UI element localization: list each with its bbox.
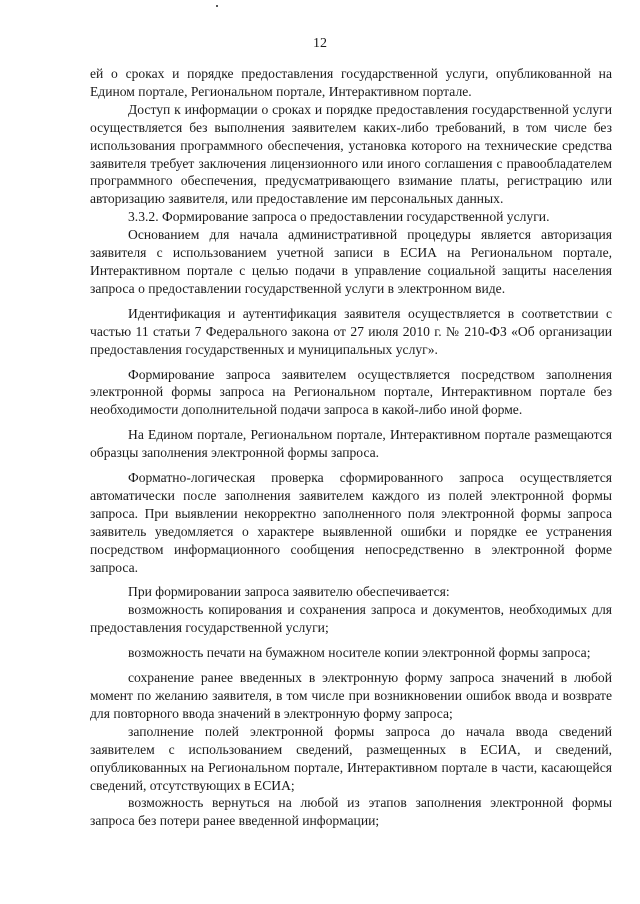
body-text xyxy=(90,65,612,830)
paragraph: ей о сроках и порядке предоставления государственной услуги, опубликованной на Едином портале, Региональном портале, Интерактивном портале. xyxy=(90,66,612,99)
section-heading: 3.3.2. Формирование запроса о предоставлении государственной услуги. xyxy=(128,209,550,225)
list-item: возможность вернуться на любой из этапов заполнения электронной формы запроса без потери ранее введенной информации; xyxy=(90,795,612,829)
page-number: 12 xyxy=(313,36,327,51)
scan-speck xyxy=(216,5,218,7)
paragraph: Форматно-логическая проверка сформированного запроса осуществляется автоматически после заполнения заявителем каждого из полей электронной формы запроса. При выявлении некорректно заполненного поля электронной формы запроса заявитель уведомляется о характере выявленной ошибки и порядке ее устранения посредством информационного сообщения непосредственно в электронной форме запроса. xyxy=(90,470,612,575)
paragraph: Идентификация и аутентификация заявителя осуществляется в соответствии с частью 11 статьи 7 Федерального закона от 27 июля 2010 г. № 210-ФЗ «Об организации предоставления государственных и муниципальных услуг». xyxy=(90,305,612,357)
paragraph: При формировании запроса заявителю обеспечивается: xyxy=(128,584,450,600)
paragraph: Формирование запроса заявителем осуществляется посредством заполнения электронной формы запроса на Региональном портале, Интерактивном портале без необходимости дополнительной подачи запроса в какой-либо иной форме. xyxy=(90,366,612,418)
list-item: сохранение ранее введенных в электронную форму запроса значений в любой момент по желанию заявителя, в том числе при возникновении ошибок ввода и возврате для повторного ввода значений в электронную форму запроса; xyxy=(90,670,612,721)
paragraph: Доступ к информации о сроках и порядке предоставления государственной услуги осуществляется без выполнения заявителем каких-либо требований, в том числе без использования программного обеспечения, установка которого на технические средства заявителя требует заключения лицензионного или иного соглашения с правообладателем программного обеспечения, предусматривающего взимание платы, регистрацию или авторизацию заявителя, или предоставление им персональных данных. xyxy=(90,101,612,207)
list-item: возможность печати на бумажном носителе копии электронной формы запроса; xyxy=(128,645,591,661)
paragraph: На Едином портале, Региональном портале, Интерактивном портале размещаются образцы заполнения электронной формы запроса. xyxy=(90,427,612,461)
list-item: заполнение полей электронной формы запроса до начала ввода сведений заявителем с использованием сведений, размещенных в ЕСИА, и сведений, опубликованных на Региональном портале, Интерактивном портале в части, касающейся сведений, отсутствующих в ЕСИА; xyxy=(90,723,612,793)
paragraph: Основанием для начала административной процедуры является авторизация заявителя с использованием учетной записи в ЕСИА на Региональном портале, Интерактивном портале с целью подачи в управление социальной защиты населения запроса о предоставлении государственной услуги в электронном виде. xyxy=(90,227,612,296)
list-item: возможность копирования и сохранения запроса и документов, необходимых для предоставления государственной услуги; xyxy=(90,602,612,636)
